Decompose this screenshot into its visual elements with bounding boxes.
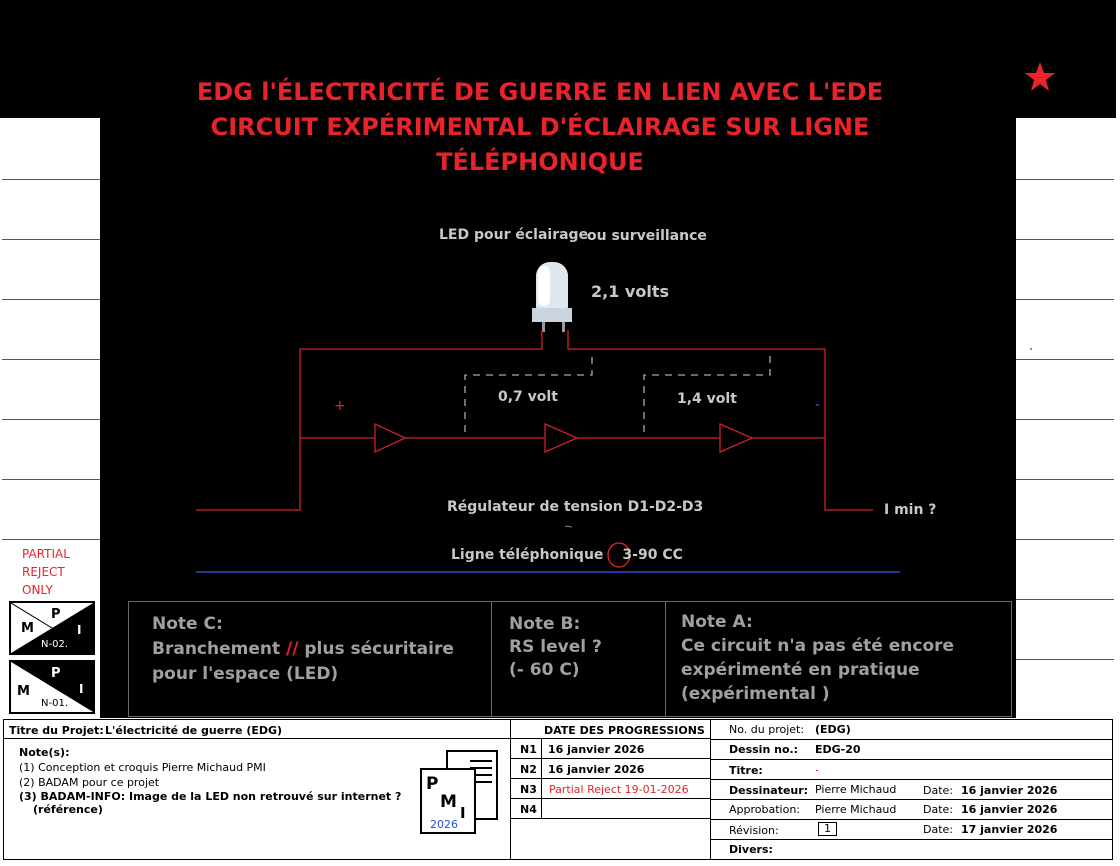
drawing-no-label: Dessin no.:	[729, 743, 799, 756]
title-line-3: TÉLÉPHONIQUE	[436, 148, 644, 176]
led-label-b: ou surveillance	[587, 228, 707, 244]
approval-date: 16 janvier 2026	[961, 803, 1058, 816]
titre-label: Titre:	[729, 764, 763, 777]
approval-label: Approbation:	[729, 803, 801, 816]
note-a-title: Note A:	[681, 612, 753, 632]
note-c-title: Note C:	[152, 614, 223, 634]
led-label-a: LED pour éclairage	[439, 227, 589, 243]
note-b-line1: RS level ?	[509, 637, 602, 657]
title-line-1: EDG l'ÉLECTRICITÉ DE GUERRE EN LIEN AVEC L'EDE	[196, 78, 884, 106]
note-1: (1) Conception et croquis Pierre Michaud PMI	[19, 761, 266, 774]
parallel-symbol: //	[286, 639, 299, 659]
approval-date-label: Date:	[923, 803, 953, 816]
pmi-logo	[420, 750, 500, 835]
tb-divider	[711, 739, 1113, 740]
revision-date: 17 janvier 2026	[961, 823, 1058, 836]
diode-d1	[375, 424, 405, 452]
approval-value: Pierre Michaud	[815, 803, 897, 816]
note-c-line1: Branchement // plus sécuritaire	[152, 639, 454, 659]
tb-divider	[711, 819, 1113, 820]
note-a-line3: (expérimental )	[681, 684, 830, 704]
minus-sign: -	[815, 397, 821, 413]
progress-n1-label: N1	[520, 743, 537, 756]
tick-mark	[565, 526, 572, 527]
progress-n3-label: N3	[520, 783, 537, 796]
project-title-label: Titre du Projet:	[9, 724, 104, 737]
led-voltage: 2,1 volts	[591, 282, 669, 301]
revision-value: 1	[818, 822, 837, 836]
voltage-d2: 1,4 volt	[677, 391, 737, 407]
drafter-date: 16 janvier 2026	[961, 784, 1058, 797]
project-no-value: (EDG)	[815, 723, 851, 736]
tb-divider	[510, 719, 511, 860]
tb-divider	[711, 779, 1113, 780]
voltage-d1: 0,7 volt	[498, 389, 558, 405]
stray-dot	[1030, 348, 1032, 350]
tb-divider	[711, 759, 1113, 760]
drafter-value: Pierre Michaud	[815, 783, 897, 796]
note-b-line2: (- 60 C)	[509, 660, 580, 680]
drafter-date-label: Date:	[923, 784, 953, 797]
plus-sign: +	[334, 398, 346, 414]
revision-date-label: Date:	[923, 823, 953, 836]
current-label: I min ?	[884, 502, 937, 518]
titre-mark	[816, 770, 818, 771]
note-a-line2: expérimenté en pratique	[681, 660, 920, 680]
document-front: P M I 2026	[420, 768, 476, 834]
tb-divider	[3, 738, 511, 739]
red-wiring	[196, 330, 873, 510]
progress-n2-date: 16 janvier 2026	[548, 763, 645, 776]
project-title-value: L'électricité de guerre (EDG)	[105, 724, 283, 737]
diode-d2	[545, 424, 577, 452]
note-b-box	[491, 601, 667, 717]
note-c-line2: pour l'espace (LED)	[152, 664, 339, 684]
project-no-label: No. du projet:	[729, 723, 805, 736]
mpi-stamp-n01: M P I N-01.	[9, 660, 95, 714]
note-3-ref: (référence)	[33, 803, 103, 816]
note-a-box	[665, 601, 1012, 717]
regulator-label: Régulateur de tension D1-D2-D3	[447, 499, 704, 515]
phone-line-label: Ligne téléphonique 3-90 CC	[451, 547, 683, 563]
note-3: (3) BADAM-INFO: Image de la LED non retrouvé sur internet ?	[19, 790, 402, 803]
tb-divider	[711, 799, 1113, 800]
progress-header: DATE DES PROGRESSIONS	[544, 724, 705, 737]
diode-d3	[720, 424, 752, 452]
note-b-title: Note B:	[509, 614, 581, 634]
divers-label: Divers:	[729, 843, 773, 856]
led-icon	[532, 262, 572, 332]
progress-n1-date: 16 janvier 2026	[548, 743, 645, 756]
progress-n2-label: N2	[520, 763, 537, 776]
tb-divider	[541, 738, 542, 818]
tb-divider	[511, 818, 710, 819]
drafter-label: Dessinateur:	[729, 784, 809, 797]
partial-reject-label: PARTIAL REJECT ONLY	[22, 547, 70, 597]
progress-n4-label: N4	[520, 803, 537, 816]
progress-n3-date: Partial Reject 19-01-2026	[549, 783, 689, 796]
title-line-2: CIRCUIT EXPÉRIMENTAL D'ÉCLAIRAGE SUR LIGNE	[210, 113, 870, 141]
note-c-box	[128, 601, 493, 717]
mpi-stamp-n02: M P I N-02.	[9, 601, 95, 655]
note-a-line1: Ce circuit n'a pas été encore	[681, 636, 955, 656]
revision-label: Révision:	[729, 824, 779, 837]
notes-label: Note(s):	[19, 746, 70, 759]
tb-divider	[711, 839, 1113, 840]
drawing-no-value: EDG-20	[815, 743, 861, 756]
note-2: (2) BADAM pour ce projet	[19, 776, 160, 789]
